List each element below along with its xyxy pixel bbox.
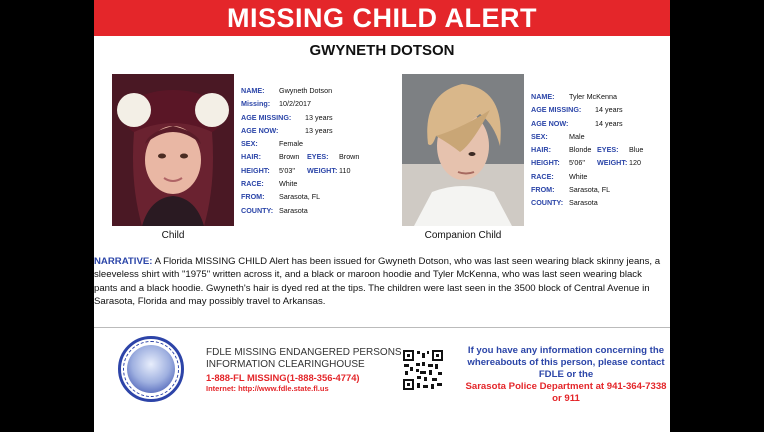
detail-label: AGE MISSING:: [241, 112, 292, 122]
companion-caption: Companion Child: [424, 230, 502, 241]
fdle-clearinghouse-text: [206, 347, 406, 370]
detail-label: EYES:: [307, 152, 329, 162]
detail-row-height: [241, 166, 381, 179]
detail-label: FROM:: [531, 185, 555, 195]
section-divider: [94, 327, 670, 328]
detail-row-name: [241, 86, 381, 99]
detail-label: HAIR:: [531, 145, 551, 155]
detail-value: Blonde: [569, 145, 592, 155]
companion-details: [531, 92, 670, 212]
fdle-seal-logo: [118, 336, 184, 402]
detail-label: HEIGHT:: [531, 158, 560, 168]
detail-value: 13 years: [305, 112, 333, 122]
detail-value: White: [279, 179, 298, 189]
contact-red-text: Sarasota Police Department at 941-364-7338 or 911: [465, 381, 667, 404]
detail-row-name: [531, 92, 670, 105]
detail-value: Blue: [629, 145, 644, 155]
detail-value: 10/2/2017: [279, 99, 311, 109]
detail-value: 5'06": [569, 158, 585, 168]
detail-row-race: [241, 179, 381, 192]
detail-row-county: [531, 198, 670, 211]
detail-value: Sarasota, FL: [569, 185, 611, 195]
detail-label: HEIGHT:: [241, 165, 270, 175]
detail-label: AGE NOW:: [241, 125, 279, 135]
detail-row-county: [241, 206, 381, 219]
detail-row-race: [531, 172, 670, 185]
detail-value: 13 years: [305, 125, 333, 135]
detail-label: NAME:: [531, 92, 555, 101]
detail-value: Male: [569, 131, 585, 141]
detail-label: Missing:: [241, 99, 271, 109]
detail-label: EYES:: [597, 145, 619, 155]
child-name-title: GWYNETH DOTSON: [309, 42, 455, 59]
detail-row-from: [531, 185, 670, 198]
detail-row-missing: [241, 99, 381, 112]
detail-value: Sarasota, FL: [279, 192, 321, 202]
detail-label: RACE:: [531, 171, 554, 181]
detail-label: AGE NOW:: [531, 118, 569, 128]
contact-info: [464, 345, 668, 405]
detail-label: SEX:: [241, 139, 258, 149]
fdle-website[interactable]: Internet: http://www.fdle.state.fl.us: [206, 384, 329, 393]
child-caption: Child: [161, 230, 185, 241]
contact-blue-text: If you have any information concerning the whereabouts of this person, please contact FDLE or the: [467, 345, 665, 380]
companion-photo: [402, 74, 524, 226]
child-photo: [112, 74, 234, 226]
detail-value: 14 years: [595, 105, 623, 115]
detail-label: AGE MISSING:: [531, 105, 582, 115]
detail-row-sex: [531, 132, 670, 145]
detail-value: Female: [279, 139, 303, 149]
detail-label: COUNTY:: [241, 205, 274, 215]
detail-label: NAME:: [241, 86, 265, 95]
detail-row-age-missing: [531, 105, 670, 118]
detail-row-from: [241, 192, 381, 205]
detail-value: Brown: [279, 152, 300, 162]
detail-label: SEX:: [531, 131, 548, 141]
narrative-paragraph: [94, 255, 668, 308]
detail-value: White: [569, 171, 588, 181]
detail-value: Tyler McKenna: [569, 92, 617, 101]
detail-row-sex: [241, 139, 381, 152]
detail-value: 120: [629, 158, 641, 168]
detail-row-hair: [531, 145, 670, 158]
detail-row-hair: [241, 152, 381, 165]
child-details: [241, 86, 381, 219]
narrative-text: A Florida MISSING CHILD Alert has been issued for Gwyneth Dotson, who was last seen wearing black skinny jeans, a sleeveless shirt with "1975" written across it, and a black or maroon hoodie and Tyler McKenna, who was last seen wearing black pants and a black hoodie. Gwyneth's hair is dyed red at the tips. The children were last seen in the 3500 block of Central Avenue in Sarasota, Florida and may possibly travel to Arkansas.: [94, 256, 661, 307]
detail-row-age-now: [531, 119, 670, 132]
fdle-line-1: FDLE MISSING ENDANGERED PERSONS: [206, 347, 402, 358]
fdle-line-2: INFORMATION CLEARINGHOUSE: [206, 358, 365, 370]
detail-value: 14 years: [595, 118, 623, 128]
detail-value: 110: [339, 165, 351, 175]
detail-value: 5'03": [279, 165, 295, 175]
alert-poster: [94, 0, 670, 432]
detail-row-age-now: [241, 126, 381, 139]
seal-emblem: [127, 345, 175, 393]
fdle-phone: 1-888-FL MISSING(1-888-356-4774): [206, 372, 360, 383]
detail-label: RACE:: [241, 179, 264, 189]
detail-label: FROM:: [241, 192, 265, 202]
narrative-label: NARRATIVE:: [94, 256, 153, 267]
detail-row-height: [531, 158, 670, 171]
detail-value: Sarasota: [569, 198, 598, 208]
qr-code: [402, 349, 444, 391]
detail-label: WEIGHT:: [597, 158, 628, 168]
detail-value: Brown: [339, 152, 360, 162]
detail-value: Gwyneth Dotson: [279, 86, 333, 95]
detail-label: COUNTY:: [531, 198, 564, 208]
alert-banner: MISSING CHILD ALERT: [94, 0, 670, 36]
detail-label: WEIGHT:: [307, 165, 338, 175]
detail-row-age-missing: [241, 113, 381, 126]
detail-label: HAIR:: [241, 152, 261, 162]
detail-value: Sarasota: [279, 205, 308, 215]
